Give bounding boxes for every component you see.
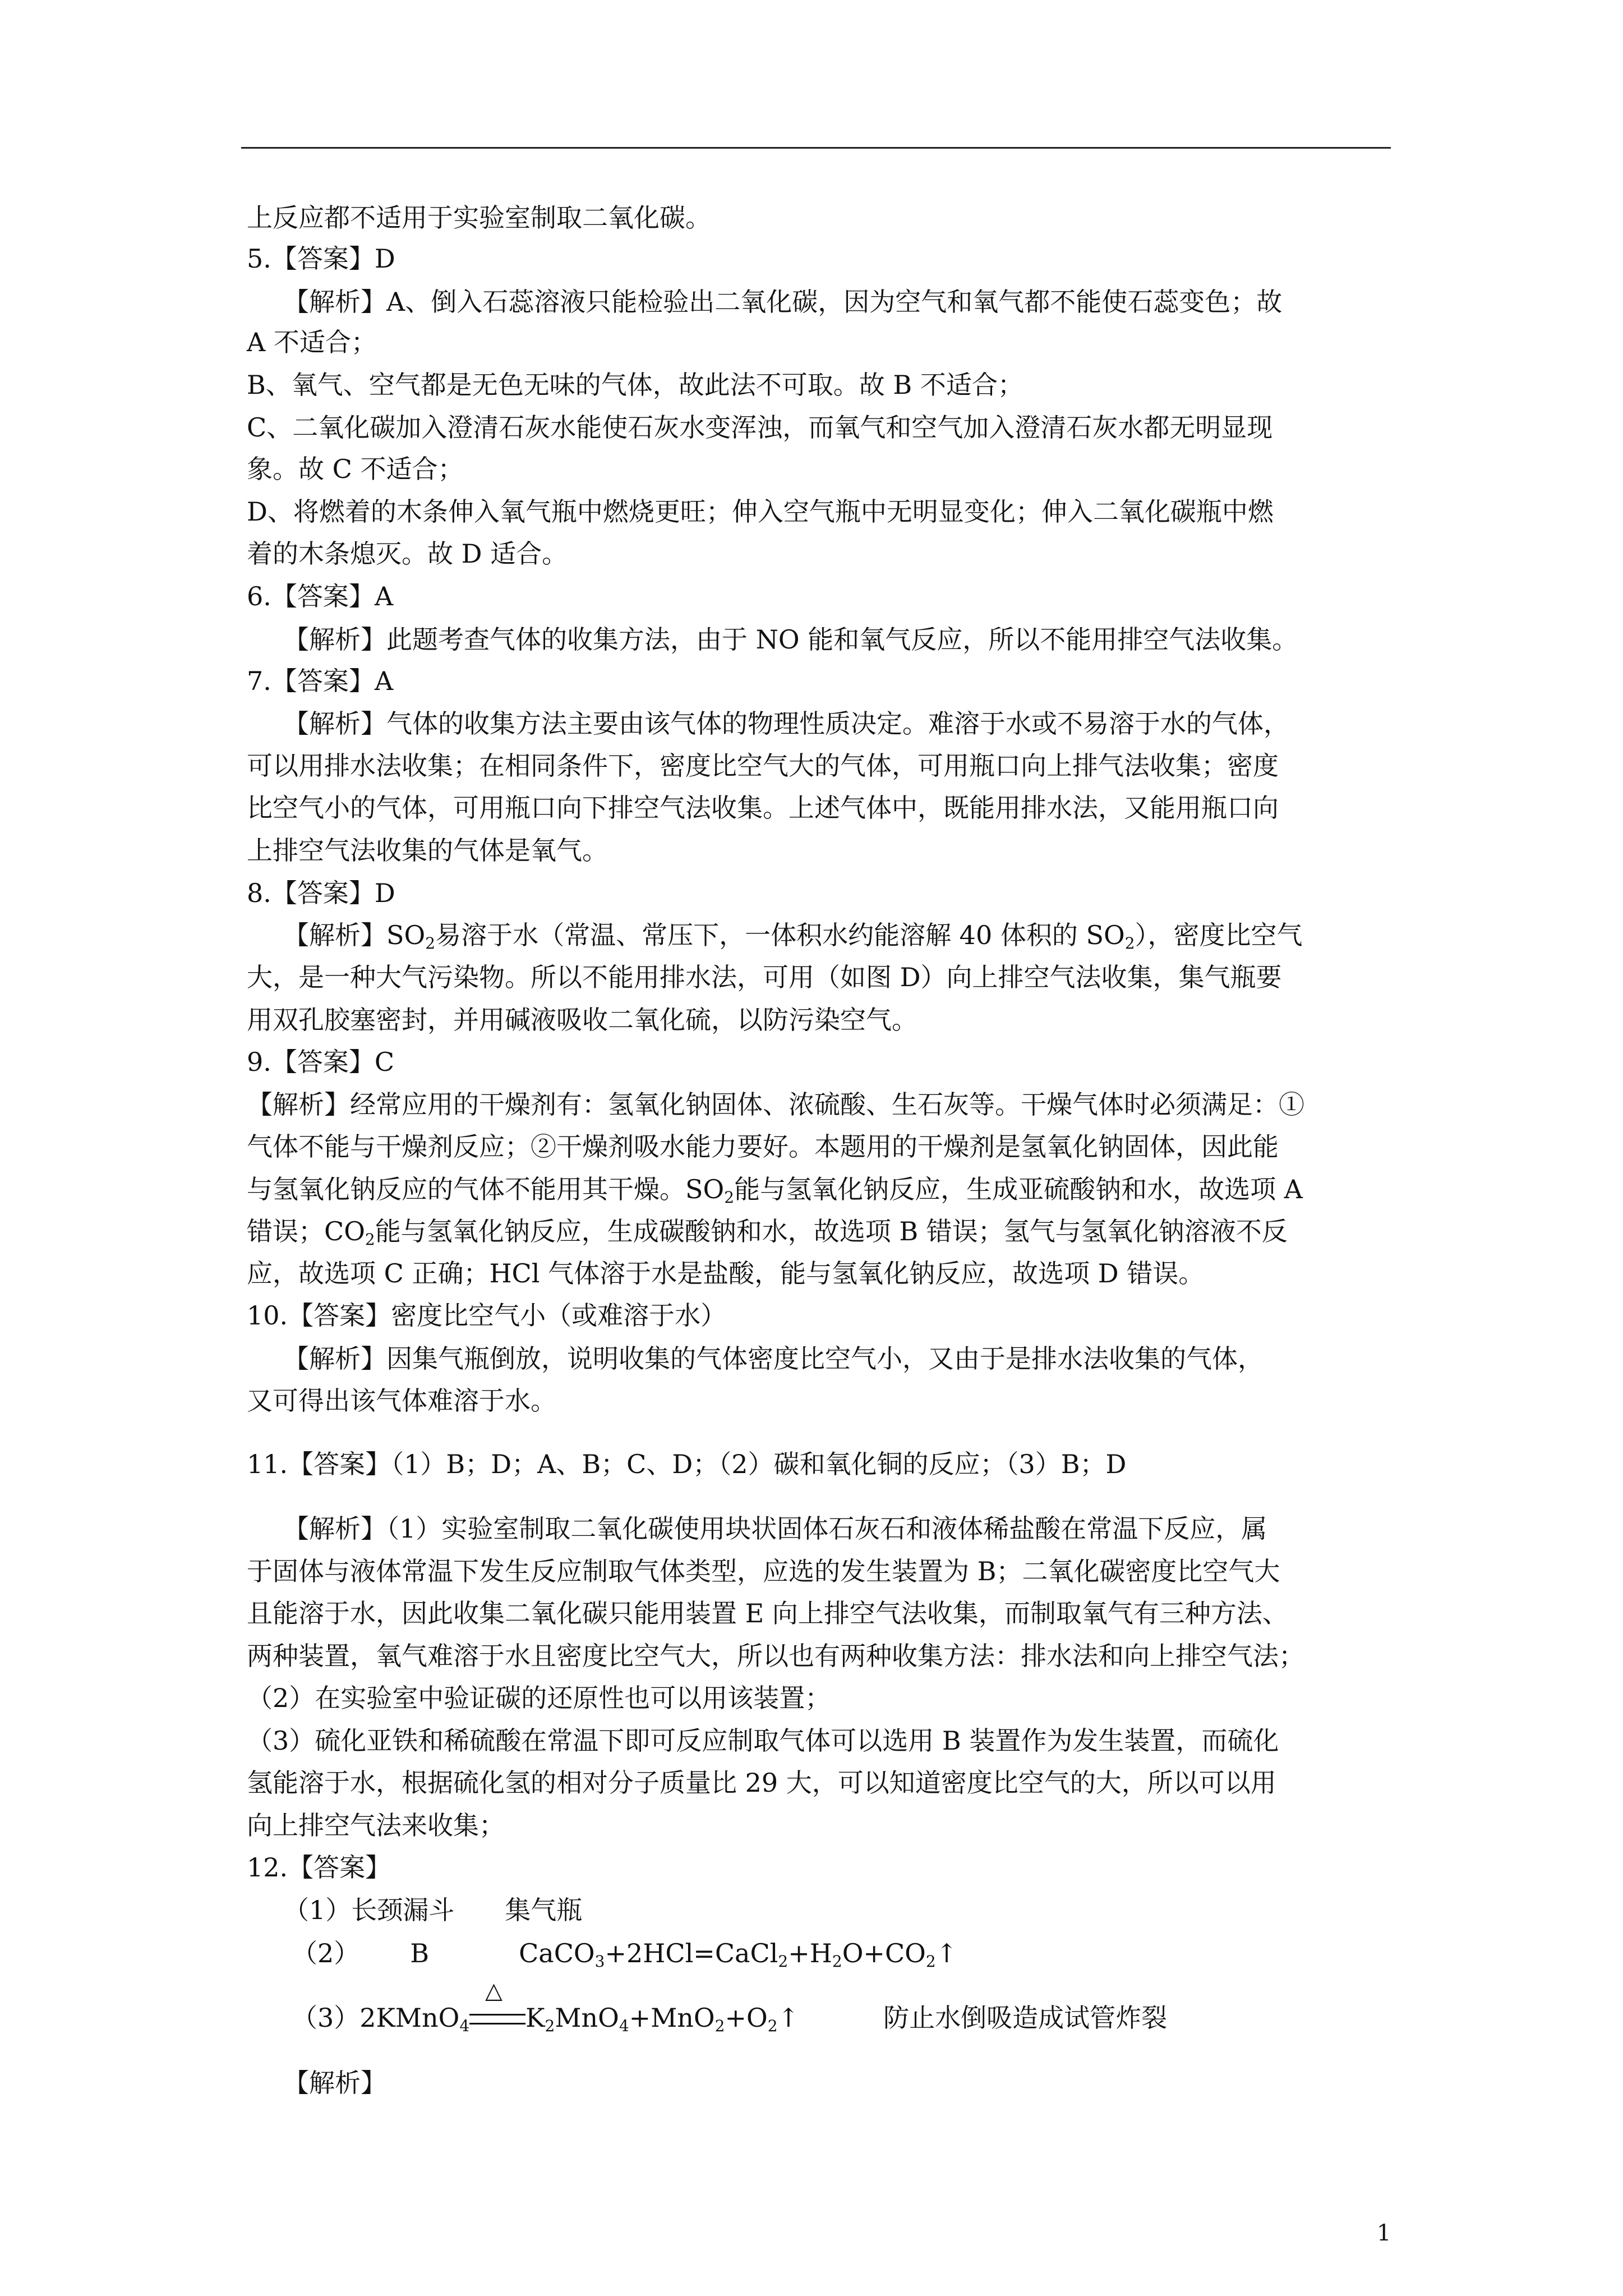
text-line: 上排空气法收集的气体是氧气。 [247,835,608,866]
text-line: 用双孔胶塞密封，并用碱液吸收二氧化硫，以防污染空气。 [247,1005,917,1035]
text-line: 【解析】A、倒入石蕊溶液只能检验出二氧化碳，因为空气和氧气都不能使石蕊变色；故 [283,287,1283,317]
answer-6: 6.【答案】A [247,581,394,611]
answer-11: 11.【答案】（1）B；D；A、B；C、D；（2）碳和氧化铜的反应；（3）B；D [247,1449,1127,1479]
text-line: 【解析】（1）实验室制取二氧化碳使用块状固体石灰石和液体稀盐酸在常温下反应，属 [283,1513,1267,1544]
answer-12-part-2: （2） B $CaCO_3+2HCl=CaCl_2+H_2O+CO_2↑$ [292,1938,958,1971]
page-number: 1 [1377,2220,1391,2246]
text-line: 应，故选项 C 正确；HCl 气体溶于水是盐酸，能与氢氧化钠反应，故选项 D 错误。 [247,1258,1205,1289]
text-line: 氢能溶于水，根据硫化氢的相对分子质量比 29 大，可以知道密度比空气的大，所以可以用 [247,1768,1276,1798]
text-line: （2）在实验室中验证碳的还原性也可以用该装置； [247,1683,831,1713]
header-rule [241,147,1391,149]
text-line: 着的木条熄灭。故 D 适合。 [247,539,568,569]
text-line: 【解析】因集气瓶倒放，说明收集的气体密度比空气小，又由于是排水法收集的气体， [283,1343,1264,1374]
equation-caco3: $CaCO_3+2HCl=CaCl_2+H_2O+CO_2↑$ [519,1938,958,1971]
text-line: 又可得出该气体难溶于水。 [247,1386,556,1416]
text-line: 于固体与液体常温下发生反应制取气体类型，应选的发生装置为 B；二氧化碳密度比空气大 [247,1556,1280,1586]
equation-kmno4: （3）2KMnO$_4$ △ $K_2MnO_4+MnO_2+O_2↑$ [292,1978,800,2035]
text-line: 【解析】此题考查气体的收集方法，由于 NO 能和氧气反应，所以不能用排空气法收集。 [283,624,1298,655]
heat-condition: △ [469,2001,525,2035]
text-line: C、二氧化碳加入澄清石灰水能使石灰水变浑浊，而氧气和空气加入澄清石灰水都无明显现 [247,412,1273,443]
answer-5: 5.【答案】D [247,243,395,274]
text-line: 上反应都不适用于实验室制取二氧化碳。 [247,203,711,233]
text-line: 象。故 C 不适合； [247,454,464,484]
text-line: （3）硫化亚铁和稀硫酸在常温下即可反应制取气体可以选用 B 装置作为发生装置，而硫化 [247,1726,1279,1756]
answer-12: 12.【答案】 [247,1852,391,1883]
text-line: B、氧气、空气都是无色无味的气体，故此法不可取。故 B 不适合； [247,370,1023,400]
text-line: 【解析】 [283,2068,386,2098]
answer-12-part-1: （1）长颈漏斗 集气瓶 [283,1895,583,1925]
text-line: 可以用排水法收集；在相同条件下，密度比空气大的气体，可用瓶口向上排气法收集；密度 [247,751,1279,781]
text-line: 两种装置，氧气难溶于水且密度比空气大，所以也有两种收集方法：排水法和向上排空气法； [247,1641,1304,1671]
text-line: 【解析】经常应用的干燥剂有：氢氧化钠固体、浓硫酸、生石灰等。干燥气体时必须满足：① [247,1089,1304,1120]
text-line: 错误；$CO_2$能与氢氧化钠反应，生成碳酸钠和水，故选项 B 错误；氢气与氢氧化钠溶液不反 [247,1216,1288,1249]
text-line: 比空气小的气体，可用瓶口向下排空气法收集。上述气体中，既能用排水法，又能用瓶口向 [247,793,1279,823]
answer-12-part-3: （3）2KMnO$_4$ △ $K_2MnO_4+MnO_2+O_2↑$ 防止水倒吸造成试管炸裂 [292,1978,1168,2035]
answer-9: 9.【答案】C [247,1047,395,1077]
text-line: 大，是一种大气污染物。所以不能用排水法，可用（如图 D）向上排空气法收集，集气瓶要 [247,962,1282,992]
text-line: 且能溶于水，因此收集二氧化碳只能用装置 E 向上排空气法收集，而制取氧气有三种方法、 [247,1598,1288,1628]
text-line: D、将燃着的木条伸入氧气瓶中燃烧更旺；伸入空气瓶中无明显变化；伸入二氧化碳瓶中燃 [247,496,1274,527]
answer-10: 10.【答案】密度比空气小（或难溶于水） [247,1300,727,1331]
answer-7: 7.【答案】A [247,666,394,696]
answer-8: 8.【答案】D [247,878,395,908]
text-line: A 不适合； [247,327,377,357]
text-line: 气体不能与干燥剂反应；②干燥剂吸水能力要好。本题用的干燥剂是氢氧化钠固体，因此能 [247,1131,1279,1162]
text-line: 【解析】$SO_2$易溶于水（常温、常压下，一体积水约能溶解 40 体积的 $SO_2$），密度比空气 [283,920,1303,953]
text-line: 向上排空气法来收集； [247,1810,505,1841]
text-line: 与氢氧化钠反应的气体不能用其干燥。$SO_2$能与氢氧化钠反应，生成亚硫酸钠和水，故选项 A [247,1174,1303,1207]
text-line: 【解析】气体的收集方法主要由该气体的物理性质决定。难溶于水或不易溶于水的气体， [283,708,1289,739]
